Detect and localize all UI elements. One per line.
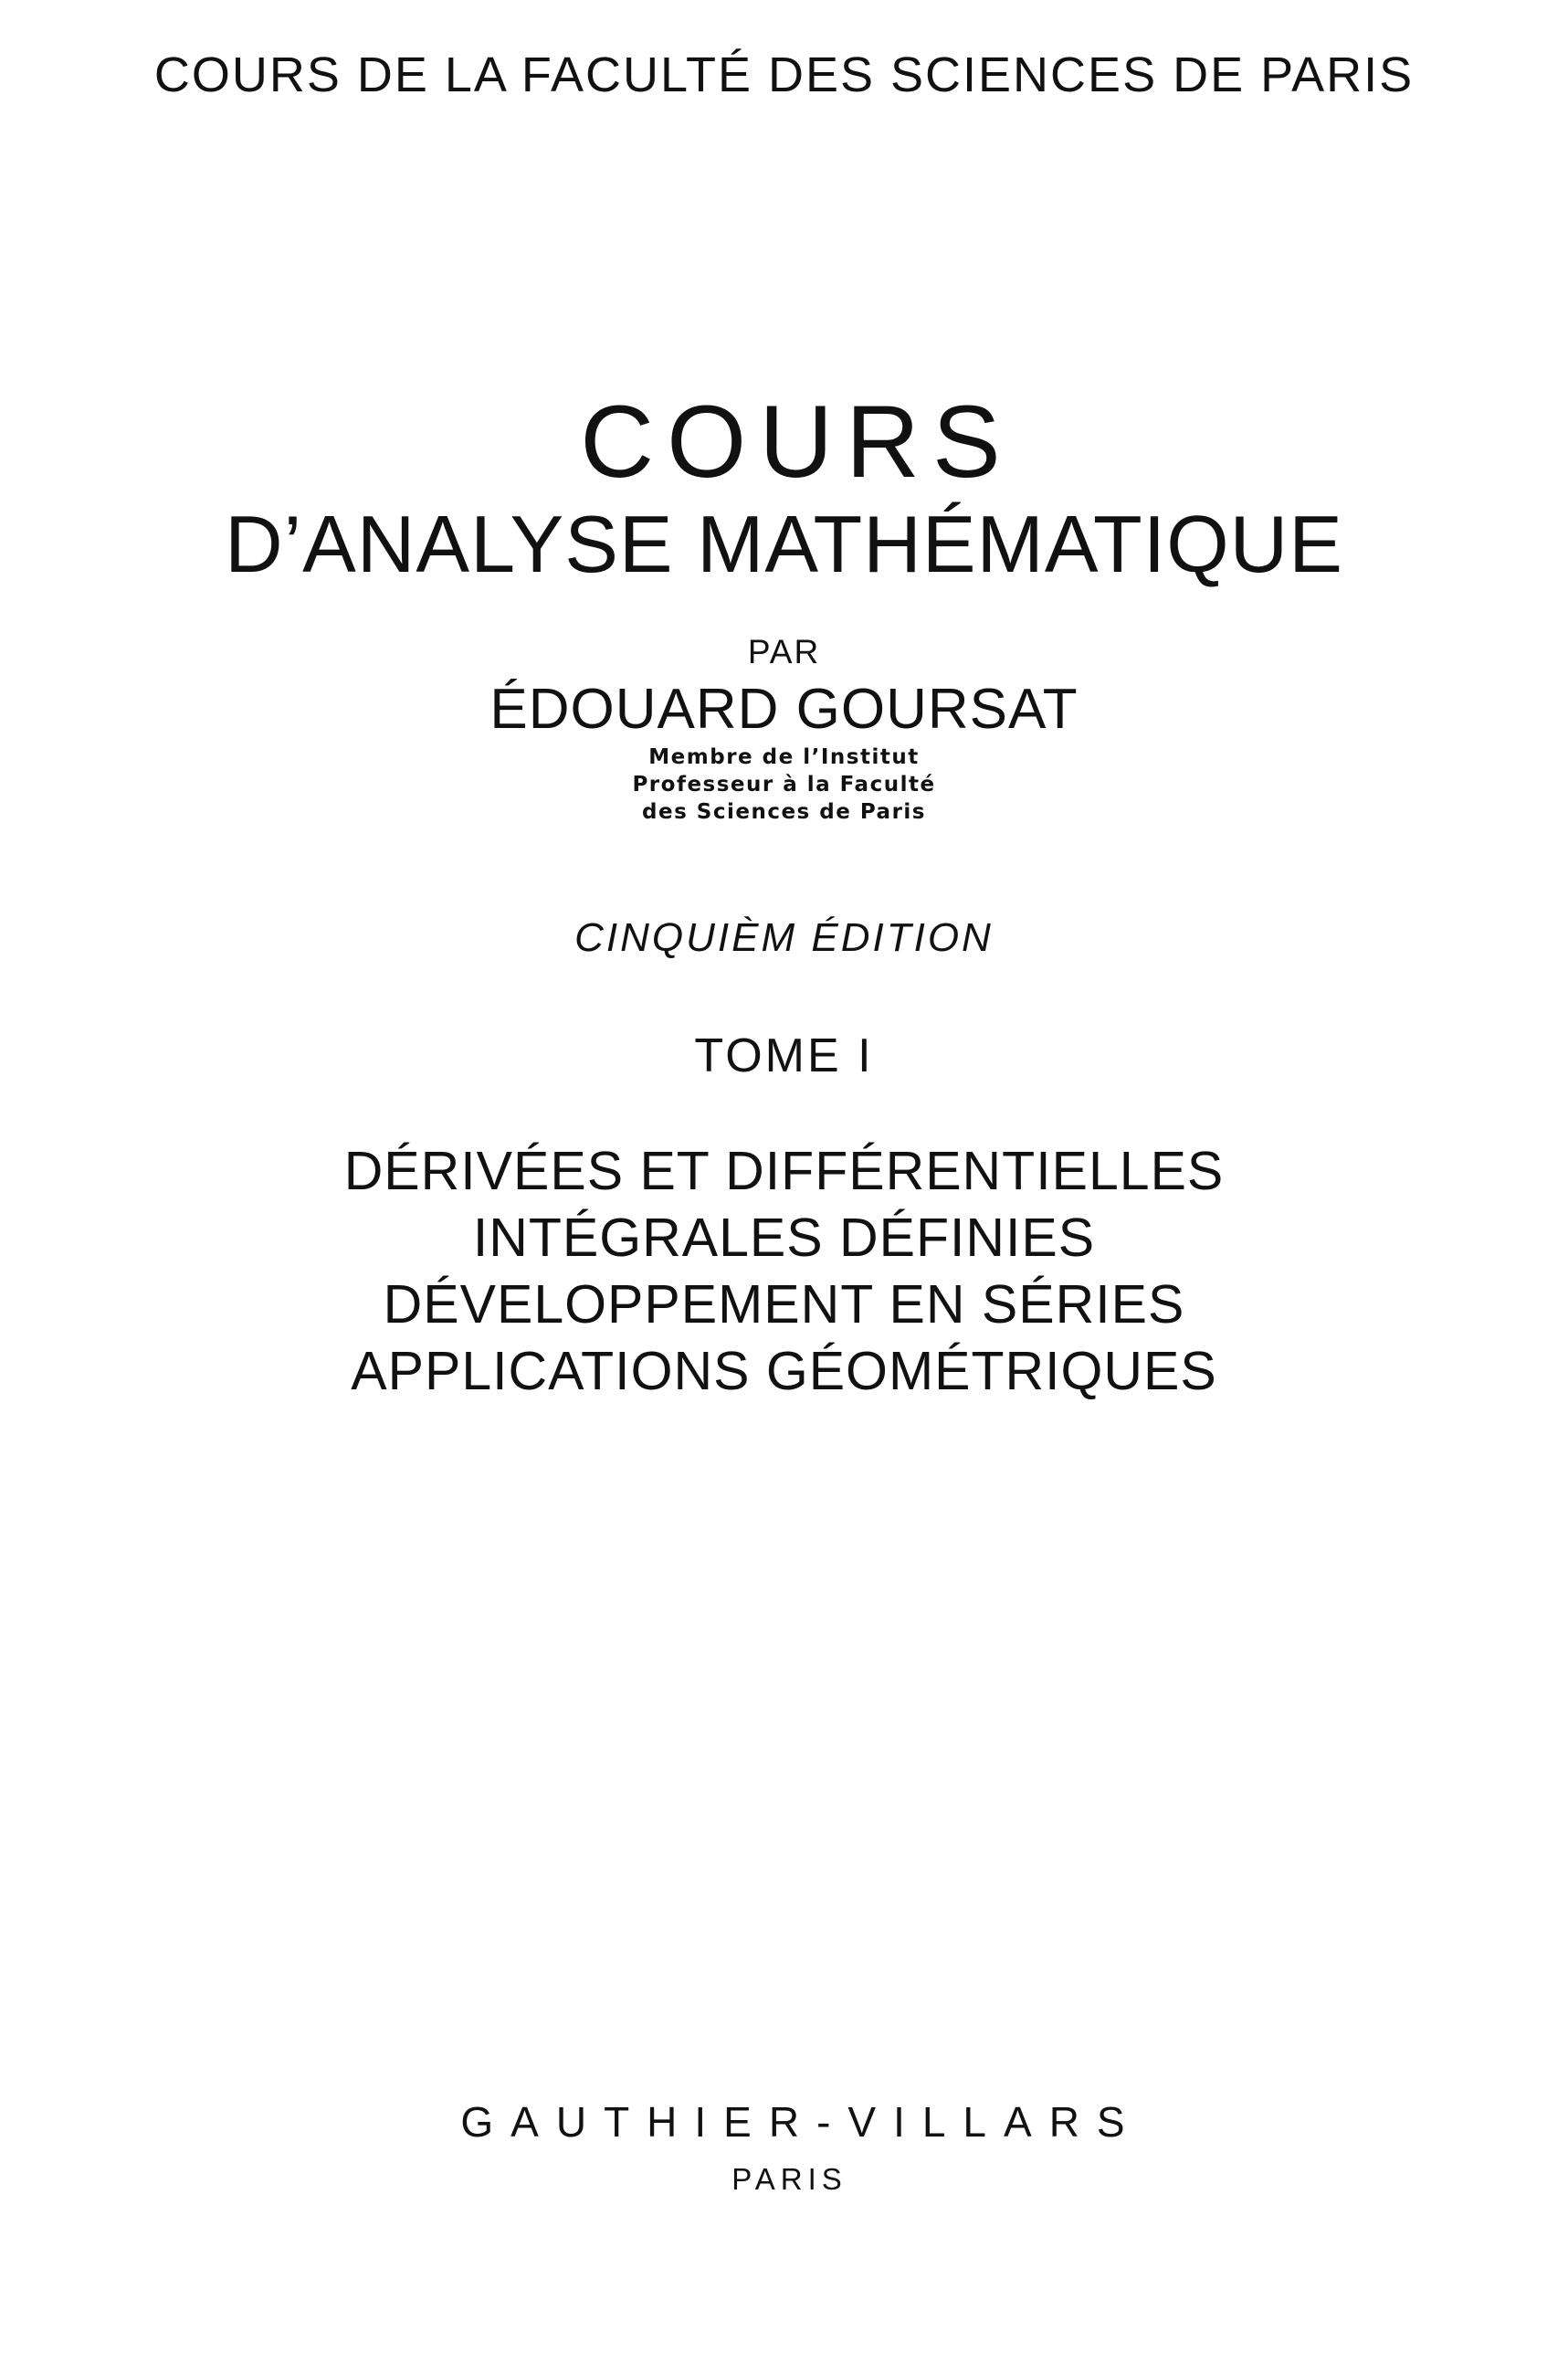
author-affiliation: Professeur à la Faculté xyxy=(632,773,936,797)
author-affiliation: des Sciences de Paris xyxy=(642,800,926,824)
publisher-name: GAUTHIER-VILLARS xyxy=(460,2098,1142,2146)
book-subtitle: D’ANALYSE MATHÉMATIQUE xyxy=(225,499,1343,589)
subject-line: DÉRIVÉES ET DIFFÉRENTIELLES xyxy=(343,1141,1225,1201)
subject-line: DÉVELOPPEMENT EN SÉRIES xyxy=(383,1274,1185,1335)
author-affiliation: Membre de l’Institut xyxy=(648,745,920,769)
subject-line: APPLICATIONS GÉOMÉTRIQUES xyxy=(351,1341,1217,1401)
author-name: ÉDOUARD GOURSAT xyxy=(489,678,1079,741)
series-header: COURS DE LA FACULTÉ DES SCIENCES DE PARIS xyxy=(153,47,1415,102)
byline-par: PAR xyxy=(747,633,821,670)
subject-line: INTÉGRALES DÉFINIES xyxy=(472,1208,1096,1268)
book-title: COURS xyxy=(580,385,1014,499)
publisher-city: PARIS xyxy=(731,2162,847,2196)
edition-label: CINQUIÈM ÉDITION xyxy=(574,915,994,960)
volume-label: TOME I xyxy=(694,1029,874,1082)
